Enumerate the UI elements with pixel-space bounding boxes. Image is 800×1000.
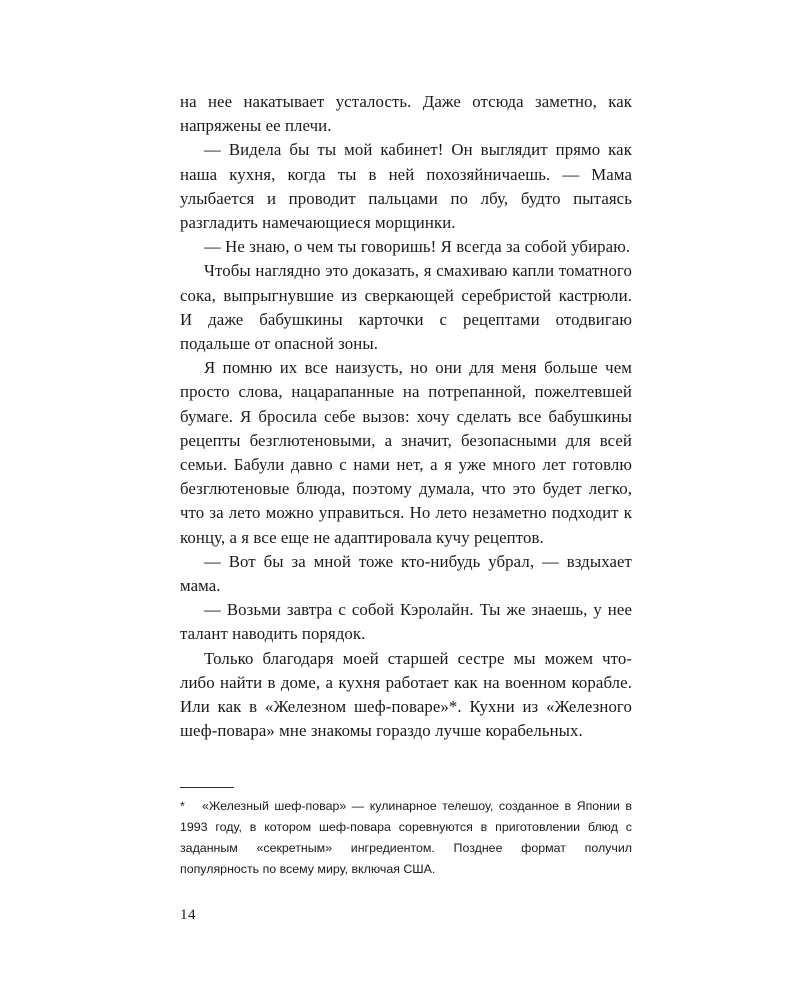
paragraph-2: — Видела бы ты мой кабинет! Он выглядит прямо как наша кухня, когда ты в ней похозяйничаешь. — Мама улыбается и проводит пальцами по лбу, будто пытаясь разгладить намечающиеся морщинки.: [180, 140, 632, 233]
paragraph-5: Я помню их все наизусть, но они для меня больше чем просто слова, нацарапанные на потрепанной, пожелтевшей бумаге. Я бросила себе вызов: хочу сделать все бабушкины рецепты безглютеновыми, а значит, безопасными для всей семьи. Бабули давно с нами нет, а я уже много лет готовлю безглютеновые блюда, поэтому думала, что это будет легко, что за лето можно управиться. Но лето незаметно подходит к концу, а я все еще не адаптировала кучу рецептов.: [180, 358, 632, 547]
footnote-text: «Железный шеф-повар» — кулинарное телешоу, созданное в Японии в 1993 году, в котором шеф-повара соревнуются в приготовлении блюд с заданным «секретным» ингредиентом. Позднее формат получил популярность по всему миру, включая США.: [180, 799, 632, 876]
paragraph-7: — Возьми завтра с собой Кэролайн. Ты же знаешь, у нее талант наводить порядок.: [180, 600, 632, 644]
paragraph-4: Чтобы наглядно это доказать, я смахиваю капли томатного сока, выпрыгнувшие из сверкающей серебристой кастрюли. И даже бабушкины карточки с рецептами отодвигаю подальше от опасной зоны.: [180, 261, 632, 354]
page-number: 14: [180, 907, 196, 923]
paragraph-6: — Вот бы за мной тоже кто-нибудь убрал, — вздыхает мама.: [180, 551, 632, 596]
footnote-marker: *: [180, 799, 185, 813]
footnote-divider: [180, 787, 234, 788]
body-text: [180, 90, 632, 743]
paragraph-1: на нее накатывает усталость. Даже отсюда заметно, как напряжены ее плечи.: [180, 92, 632, 136]
paragraph-8: Только благодаря моей старшей сестре мы можем что-либо найти в доме, а кухня работает как на военном корабле. Или как в «Железном шеф-поваре»*. Кухни из «Железного шеф-повара» мне знакомы гораздо лучше корабельных.: [180, 648, 632, 741]
footnote: [180, 796, 632, 880]
paragraph-3: — Не знаю, о чем ты говоришь! Я всегда за собой убираю.: [204, 237, 631, 257]
